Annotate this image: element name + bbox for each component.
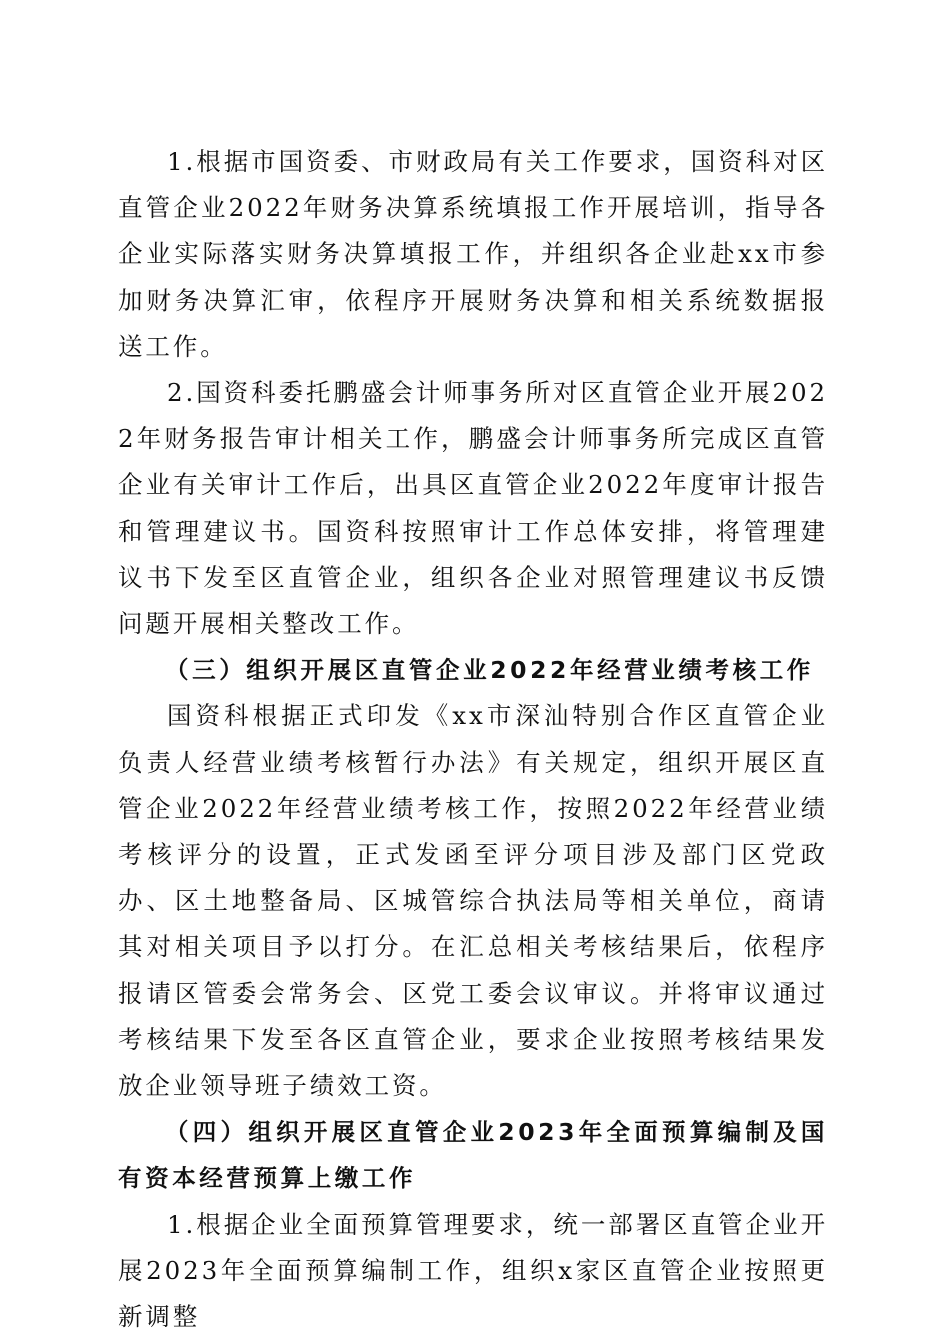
paragraph-performance-assessment: 国资科根据正式印发《xx市深汕特别合作区直管企业负责人经营业绩考核暂行办法》有关规定，组织开展区直管企业2022年经营业绩考核工作，按照2022年经营业绩考核评分的设置，正式发函至评分项目涉及部门区党政办、区土地整备局、区城管综合执法局等相关单位，商请其对相关项目予以打分。在汇总相关考核结果后，依程序报请区管委会常务会、区党工委会议审议。并将审议通过考核结果下发至各区直管企业，要求企业按照考核结果发放企业领导班子绩效工资。	[118, 701, 828, 1101]
paragraph-audit-report: 2.国资科委托鹏盛会计师事务所对区直管企业开展2022年财务报告审计相关工作，鹏盛会计师事务所完成区直管企业有关审计工作后，出具区直管企业2022年度审计报告和管理建议书。国资科按照审计工作总体安排，将管理建议书下发至区直管企业，组织各企业对照管理建议书反馈问题开展相关整改工作。	[118, 378, 828, 639]
document-body	[118, 139, 828, 1340]
paragraph-final-accounts: 1.根据市国资委、市财政局有关工作要求，国资科对区直管企业2022年财务决算系统填报工作开展培训，指导各企业实际落实财务决算填报工作，并组织各企业赴xx市参加财务决算汇审，依程序开展财务决算和相关系统数据报送工作。	[118, 147, 828, 361]
section-heading-budget-preparation: （四）组织开展区直管企业2023年全面预算编制及国有资本经营预算上缴工作	[118, 1118, 828, 1193]
section-heading-performance-assessment: （三）组织开展区直管企业2022年经营业绩考核工作	[165, 656, 814, 685]
paragraph-budget-preparation: 1.根据企业全面预算管理要求，统一部署区直管企业开展2023年全面预算编制工作，组织x家区直管企业按照更新调整	[118, 1209, 828, 1332]
